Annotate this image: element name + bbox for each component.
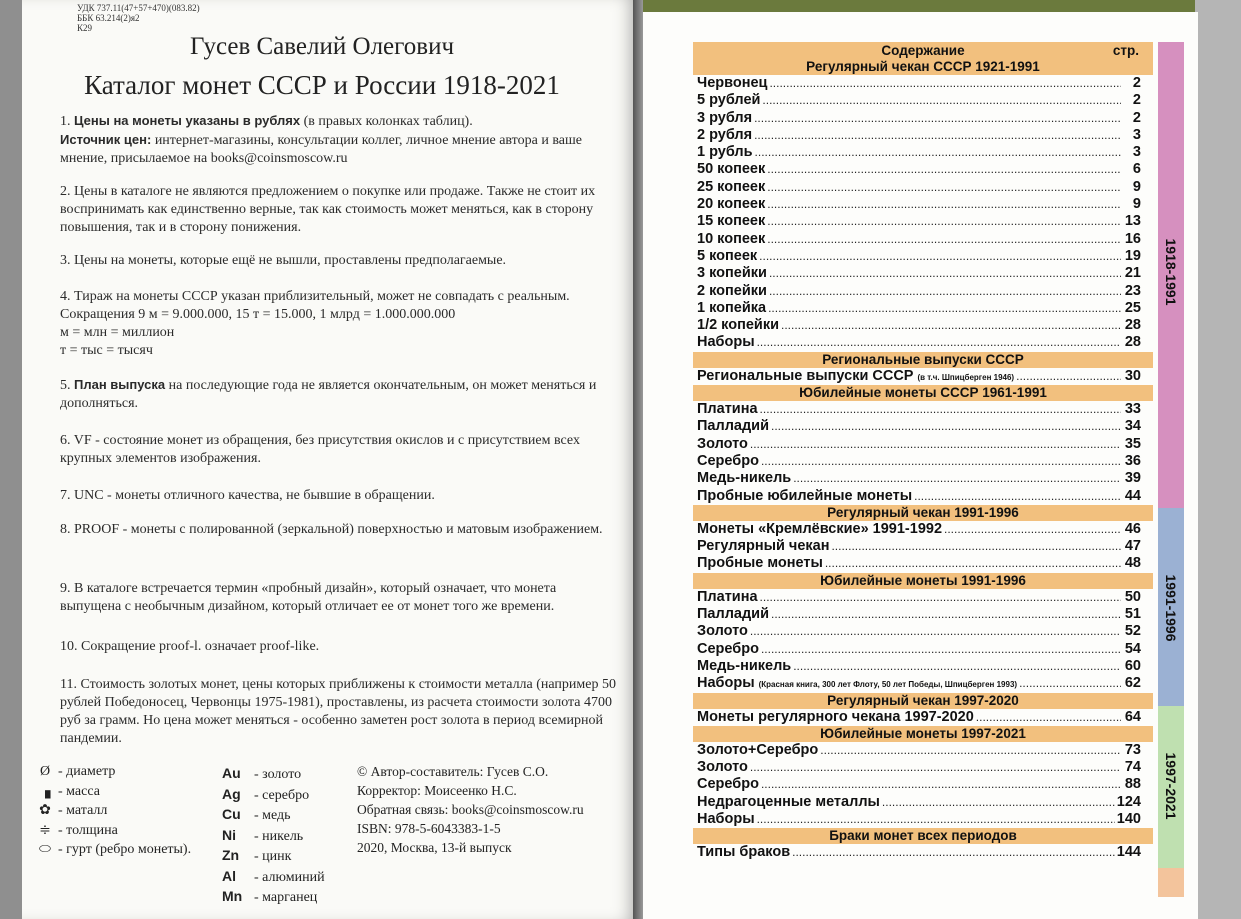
toc-entry xyxy=(693,776,1153,793)
dot-leader xyxy=(944,521,1121,538)
dot-leader xyxy=(1019,675,1121,692)
edition: 2020, Москва, 13-й выпуск xyxy=(357,840,512,855)
toc-entry xyxy=(693,675,1153,692)
weight-icon: ▗ xyxy=(39,783,51,799)
toc-entry xyxy=(693,453,1153,470)
toc-entry-label: Медь-никель xyxy=(697,657,792,674)
toc-entry-page: 54 xyxy=(1124,640,1141,657)
toc-entry xyxy=(693,144,1153,161)
era-bar xyxy=(1158,508,1184,706)
left-page xyxy=(22,0,634,919)
toc-entry xyxy=(693,555,1153,572)
toc-entry-label: Монеты регулярного чекана 1997-2020 xyxy=(697,708,974,725)
toc-entry-label: Регулярный чекан xyxy=(697,538,830,555)
toc-entry-label: 15 копеек xyxy=(697,213,766,230)
toc-entry-label: Типы браков xyxy=(697,844,791,861)
toc-entry-page: 88 xyxy=(1124,776,1141,793)
toc-entry xyxy=(693,75,1153,92)
toc-section-header: Браки монет всех периодов xyxy=(693,828,1153,844)
metal-row: Cu - медь xyxy=(222,806,291,823)
toc-entry-label: 2 рубля xyxy=(697,126,753,143)
toc-entry-label: 5 рублей xyxy=(697,92,761,109)
era-bar xyxy=(1158,42,1184,508)
toc-entry-page: 52 xyxy=(1124,623,1141,640)
toc-entry-page: 73 xyxy=(1124,741,1141,758)
era-bar xyxy=(1158,868,1184,897)
isbn: ISBN: 978-5-6043383-1-5 xyxy=(357,821,501,836)
symbol-legend xyxy=(32,762,191,860)
toc-entry-page: 13 xyxy=(1124,213,1141,230)
toc-entry-page: 33 xyxy=(1124,401,1141,418)
toc-entry xyxy=(693,641,1153,658)
toc-entry-label: Монеты «Кремлёвские» 1991-1992 xyxy=(697,520,943,537)
dot-leader xyxy=(882,794,1115,811)
author-mark: К29 xyxy=(77,23,93,33)
feedback-email: Обратная связь: books@coinsmoscow.ru xyxy=(357,802,584,817)
classification-codes xyxy=(77,3,200,33)
toc-entry xyxy=(693,248,1153,265)
backdrop xyxy=(1195,0,1241,919)
toc-entry xyxy=(693,110,1153,127)
toc-entry-label: Наборы xyxy=(697,810,755,827)
toc-entry xyxy=(693,368,1153,385)
toc-entry-label: Пробные юбилейные монеты xyxy=(697,487,913,504)
toc-entry-label: Серебро xyxy=(697,452,759,469)
edge-icon: ⬭ xyxy=(39,842,51,857)
dot-leader xyxy=(757,811,1115,828)
toc-entry xyxy=(693,844,1153,861)
dot-leader xyxy=(825,555,1121,572)
toc-entry-page: 47 xyxy=(1124,538,1141,555)
dot-leader xyxy=(754,110,1121,127)
dot-leader xyxy=(976,709,1121,726)
udk-code: УДК 737.11(47+57+470)(083.82) xyxy=(77,3,200,13)
toc-header xyxy=(693,42,1153,59)
page-column-label: стр. xyxy=(1112,43,1139,58)
toc-entry xyxy=(693,623,1153,640)
toc-entry xyxy=(693,161,1153,178)
toc-entry-label: Золото xyxy=(697,623,748,640)
toc-entry xyxy=(693,589,1153,606)
dot-leader xyxy=(793,470,1121,487)
toc-entry xyxy=(693,759,1153,776)
toc-entry-page: 2 xyxy=(1132,75,1141,91)
toc-entry-label: Золото xyxy=(697,759,748,776)
metal-row: Au - золото xyxy=(222,765,302,782)
toc-entry-page: 60 xyxy=(1124,657,1141,674)
toc-entry xyxy=(693,658,1153,675)
dot-leader xyxy=(1016,368,1121,385)
dot-leader xyxy=(767,179,1121,196)
metal-row: Zn - цинк xyxy=(222,847,292,864)
toc-entry-page: 62 xyxy=(1124,675,1141,692)
table-of-contents xyxy=(693,42,1153,862)
dot-leader xyxy=(750,623,1121,640)
proofreader: Корректор: Моисеенко Н.С. xyxy=(357,783,517,798)
toc-entry-label: Серебро xyxy=(697,640,759,657)
gear-icon: ✿ xyxy=(39,803,51,818)
toc-section-header: Юбилейные монеты 1991-1996 xyxy=(693,573,1153,589)
toc-entry-page: 144 xyxy=(1116,844,1141,861)
toc-entry-page: 23 xyxy=(1124,282,1141,299)
dot-leader xyxy=(761,641,1121,658)
bbk-code: ББК 63.214(2)я2 xyxy=(77,13,140,23)
toc-entry-page: 39 xyxy=(1124,470,1141,487)
toc-entry-label: 2 копейки xyxy=(697,282,767,299)
dot-leader xyxy=(792,844,1115,861)
dot-leader xyxy=(767,213,1121,230)
diameter-icon: Ø xyxy=(39,764,51,779)
toc-entry-page: 36 xyxy=(1124,452,1141,469)
dot-leader xyxy=(769,283,1121,300)
toc-entry-page: 21 xyxy=(1124,265,1141,282)
dot-leader xyxy=(762,92,1121,109)
toc-entry xyxy=(693,317,1153,334)
note-4: 4. Тираж на монеты СССР указан приблизительный, может не совпадать с реальным. Сокращения 9 м = 9.000.000, 15 т = 15.000, 1 млрд = 1.000.000.000 м = млн = миллион т = тыс = тысяч xyxy=(60,289,570,358)
toc-entry-page: 19 xyxy=(1124,247,1141,264)
toc-entry xyxy=(693,265,1153,282)
toc-entry xyxy=(693,213,1153,230)
era-label: 1918-1991 xyxy=(1163,238,1179,306)
author-name: Гусев Савелий Олегович xyxy=(189,33,455,60)
toc-entry-label: 5 копеек xyxy=(697,247,758,264)
toc-entry xyxy=(693,127,1153,144)
dot-leader xyxy=(761,453,1121,470)
dot-leader xyxy=(914,488,1121,505)
dot-leader xyxy=(754,127,1121,144)
toc-entry xyxy=(693,488,1153,505)
toc-entry-label: 20 копеек xyxy=(697,196,766,213)
toc-section-header: Регулярный чекан 1997-2020 xyxy=(693,693,1153,709)
metal-row: Ni - никель xyxy=(222,826,304,844)
toc-entry-page: 124 xyxy=(1116,793,1141,810)
note-7: 7. UNC - монеты отличного качества, не бывшие в обращении. xyxy=(60,488,435,503)
toc-entry-label: 25 копеек xyxy=(697,178,766,195)
note-2: 2. Цены в каталоге не являются предложением о покупке или продаже. Также не стоит их воспринимать как единственно верные, так как стоимость может меняться, как в сторону повышения, так и в сторону понижения. xyxy=(60,184,596,235)
toc-entry-note: (Красная книга, 300 лет Флоту, 50 лет Победы, Шпицберген 1993) xyxy=(758,680,1018,690)
note-11: 11. Стоимость золотых монет, цены которых приближены к стоимости металла (например 50 рублей Победоносец, Червонцы 1975-1981), проставлены, из расчета стоимости золота 4700 руб за грамм. Но цена может меняться - особенно заметен рост золота в период всемирной пандемии. xyxy=(60,677,616,746)
toc-entry xyxy=(693,231,1153,248)
toc-entry-label: 10 копеек xyxy=(697,230,766,247)
toc-entry-page: 3 xyxy=(1132,126,1141,143)
toc-entry xyxy=(693,811,1153,828)
toc-entry xyxy=(693,418,1153,435)
right-page xyxy=(643,12,1198,919)
era-label: 1997-2021 xyxy=(1163,752,1179,820)
dot-leader xyxy=(771,606,1121,623)
toc-entry-page: 2 xyxy=(1132,109,1141,126)
toc-entry-label: 3 копейки xyxy=(697,265,767,282)
note-8: 8. PROOF - монеты с полированной (зеркальной) поверхностью и матовым изображением. xyxy=(60,522,603,537)
legend-row: Ø - диаметр xyxy=(32,762,191,782)
toc-entry-label: Наборы xyxy=(697,334,755,351)
toc-entry-label: Недрагоценные металлы xyxy=(697,793,880,810)
book-gutter xyxy=(633,0,643,919)
toc-section-header: Юбилейные монеты СССР 1961-1991 xyxy=(693,385,1153,401)
toc-entry-label: Региональные выпуски СССР xyxy=(697,367,914,384)
toc-entry xyxy=(693,470,1153,487)
era-bar xyxy=(1158,706,1184,868)
toc-section-header: Регулярный чекан 1991-1996 xyxy=(693,505,1153,521)
toc-entry-page: 50 xyxy=(1124,588,1141,605)
legend-row: ▗ - масса xyxy=(32,782,191,802)
toc-entry-label: Платина xyxy=(697,588,758,605)
legend-row: ✿ - маталл xyxy=(32,801,191,821)
dot-leader xyxy=(760,401,1121,418)
toc-entry-page: 2 xyxy=(1132,92,1141,109)
toc-section-header: Юбилейные монеты 1997-2021 xyxy=(693,726,1153,742)
toc-entry xyxy=(693,334,1153,351)
note-9: 9. В каталоге встречается термин «пробный дизайн», который означает, что монета выпущена с необычным дизайном, который отличает ее от монет того же времени. xyxy=(60,581,557,614)
toc-entry-page: 28 xyxy=(1124,334,1141,351)
toc-entry-label: 3 рубля xyxy=(697,109,753,126)
toc-entry xyxy=(693,196,1153,213)
toc-entry-page: 25 xyxy=(1124,299,1141,316)
toc-entry xyxy=(693,300,1153,317)
dot-leader xyxy=(768,300,1121,317)
dot-leader xyxy=(750,759,1121,776)
toc-entry-page: 48 xyxy=(1124,555,1141,572)
toc-entry-page: 74 xyxy=(1124,759,1141,776)
toc-entry-page: 51 xyxy=(1124,606,1141,623)
toc-entry xyxy=(693,521,1153,538)
toc-section-header: Региональные выпуски СССР xyxy=(693,352,1153,368)
toc-entry xyxy=(693,538,1153,555)
toc-entry-page: 3 xyxy=(1132,144,1141,161)
toc-entry xyxy=(693,606,1153,623)
toc-entry-page: 16 xyxy=(1124,230,1141,247)
dot-leader xyxy=(750,436,1121,453)
toc-entry xyxy=(693,436,1153,453)
toc-entry xyxy=(693,92,1153,109)
toc-title: Содержание xyxy=(881,43,965,58)
toc-entry-page: 44 xyxy=(1124,487,1141,504)
toc-entry xyxy=(693,179,1153,196)
toc-entry-label: Наборы xyxy=(697,675,755,692)
toc-entry-label: Палладий xyxy=(697,418,770,435)
metal-row: Ag - серебро xyxy=(222,785,310,803)
toc-entry-label: Золото xyxy=(697,435,748,452)
toc-entry-page: 140 xyxy=(1116,810,1141,827)
note-1: 1. Цены на монеты указаны в рублях (в правых колонках таблиц). Источник цен: интернет-магазины, консультации коллег, личное мнение автора и ваше мнение, присылаемое на books@coinsmoscow.ru xyxy=(60,113,582,166)
toc-entry xyxy=(693,283,1153,300)
toc-entry-label: 50 копеек xyxy=(697,161,766,178)
copyright: © Автор-составитель: Гусев С.О. xyxy=(357,764,549,779)
toc-entry-label: 1 рубль xyxy=(697,144,753,161)
dot-leader xyxy=(831,538,1121,555)
dot-leader xyxy=(755,144,1121,161)
note-3: 3. Цены на монеты, которые ещё не вышли, проставлены предполагаемые. xyxy=(60,253,507,268)
metal-row: Mn - марганец xyxy=(222,888,318,905)
legend-row: ⬭ - гурт (ребро монеты). xyxy=(32,840,191,860)
dot-leader xyxy=(759,248,1121,265)
thickness-icon: ≑ xyxy=(39,822,51,838)
toc-entry xyxy=(693,794,1153,811)
toc-entry-page: 9 xyxy=(1132,178,1141,195)
toc-entry-page: 46 xyxy=(1124,520,1141,537)
dot-leader xyxy=(771,418,1121,435)
note-5: 5. План выпуска на последующие года не является окончательным, он может меняться и дополняться. xyxy=(60,377,597,411)
dot-leader xyxy=(820,742,1121,759)
toc-entry-page: 30 xyxy=(1124,367,1141,384)
toc-entry-label: 1 копейка xyxy=(697,299,767,316)
note-6: 6. VF - состояние монет из обращения, без присутствия окислов и с присутствием всех крупных элементов изображения. xyxy=(60,433,580,466)
dot-leader xyxy=(769,75,1121,92)
toc-entry-page: 34 xyxy=(1124,418,1141,435)
toc-entry xyxy=(693,401,1153,418)
toc-entry-label: Пробные монеты xyxy=(697,555,823,572)
toc-entry-label: Червонец xyxy=(697,75,768,91)
toc-entry-label: Медь-никель xyxy=(697,470,792,487)
toc-section-header: Регулярный чекан СССР 1921-1991 xyxy=(693,59,1153,75)
toc-entry xyxy=(693,742,1153,759)
toc-entry-label: Платина xyxy=(697,401,758,418)
dot-leader xyxy=(761,776,1121,793)
toc-entry-page: 9 xyxy=(1132,196,1141,213)
dot-leader xyxy=(767,196,1121,213)
book-title: Каталог монет СССР и России 1918-2021 xyxy=(84,70,560,100)
dot-leader xyxy=(757,334,1121,351)
toc-entry-label: Серебро xyxy=(697,776,759,793)
dot-leader xyxy=(767,161,1121,178)
toc-entry-label: Золото+Серебро xyxy=(697,741,819,758)
toc-entry-page: 35 xyxy=(1124,435,1141,452)
toc-entry-page: 28 xyxy=(1124,317,1141,334)
toc-entry-label: Палладий xyxy=(697,606,770,623)
legend-row: ≑ - толщина xyxy=(32,821,191,841)
metal-legend xyxy=(222,764,325,908)
dot-leader xyxy=(781,317,1121,334)
metal-row: Al - алюминий xyxy=(222,867,325,885)
toc-entry-page: 64 xyxy=(1124,708,1141,725)
credits xyxy=(357,762,584,857)
dot-leader xyxy=(769,265,1121,282)
dot-leader xyxy=(793,658,1121,675)
toc-entry-note: (в т.ч. Шпицберген 1946) xyxy=(917,372,1015,382)
era-label: 1991-1996 xyxy=(1163,574,1179,642)
toc-entry-label: 1/2 копейки xyxy=(697,317,780,334)
dot-leader xyxy=(767,231,1121,248)
note-10: 10. Сокращение proof-l. означает proof-like. xyxy=(60,639,320,654)
toc-entry xyxy=(693,709,1153,726)
toc-entry-page: 6 xyxy=(1132,161,1141,178)
dot-leader xyxy=(760,589,1121,606)
